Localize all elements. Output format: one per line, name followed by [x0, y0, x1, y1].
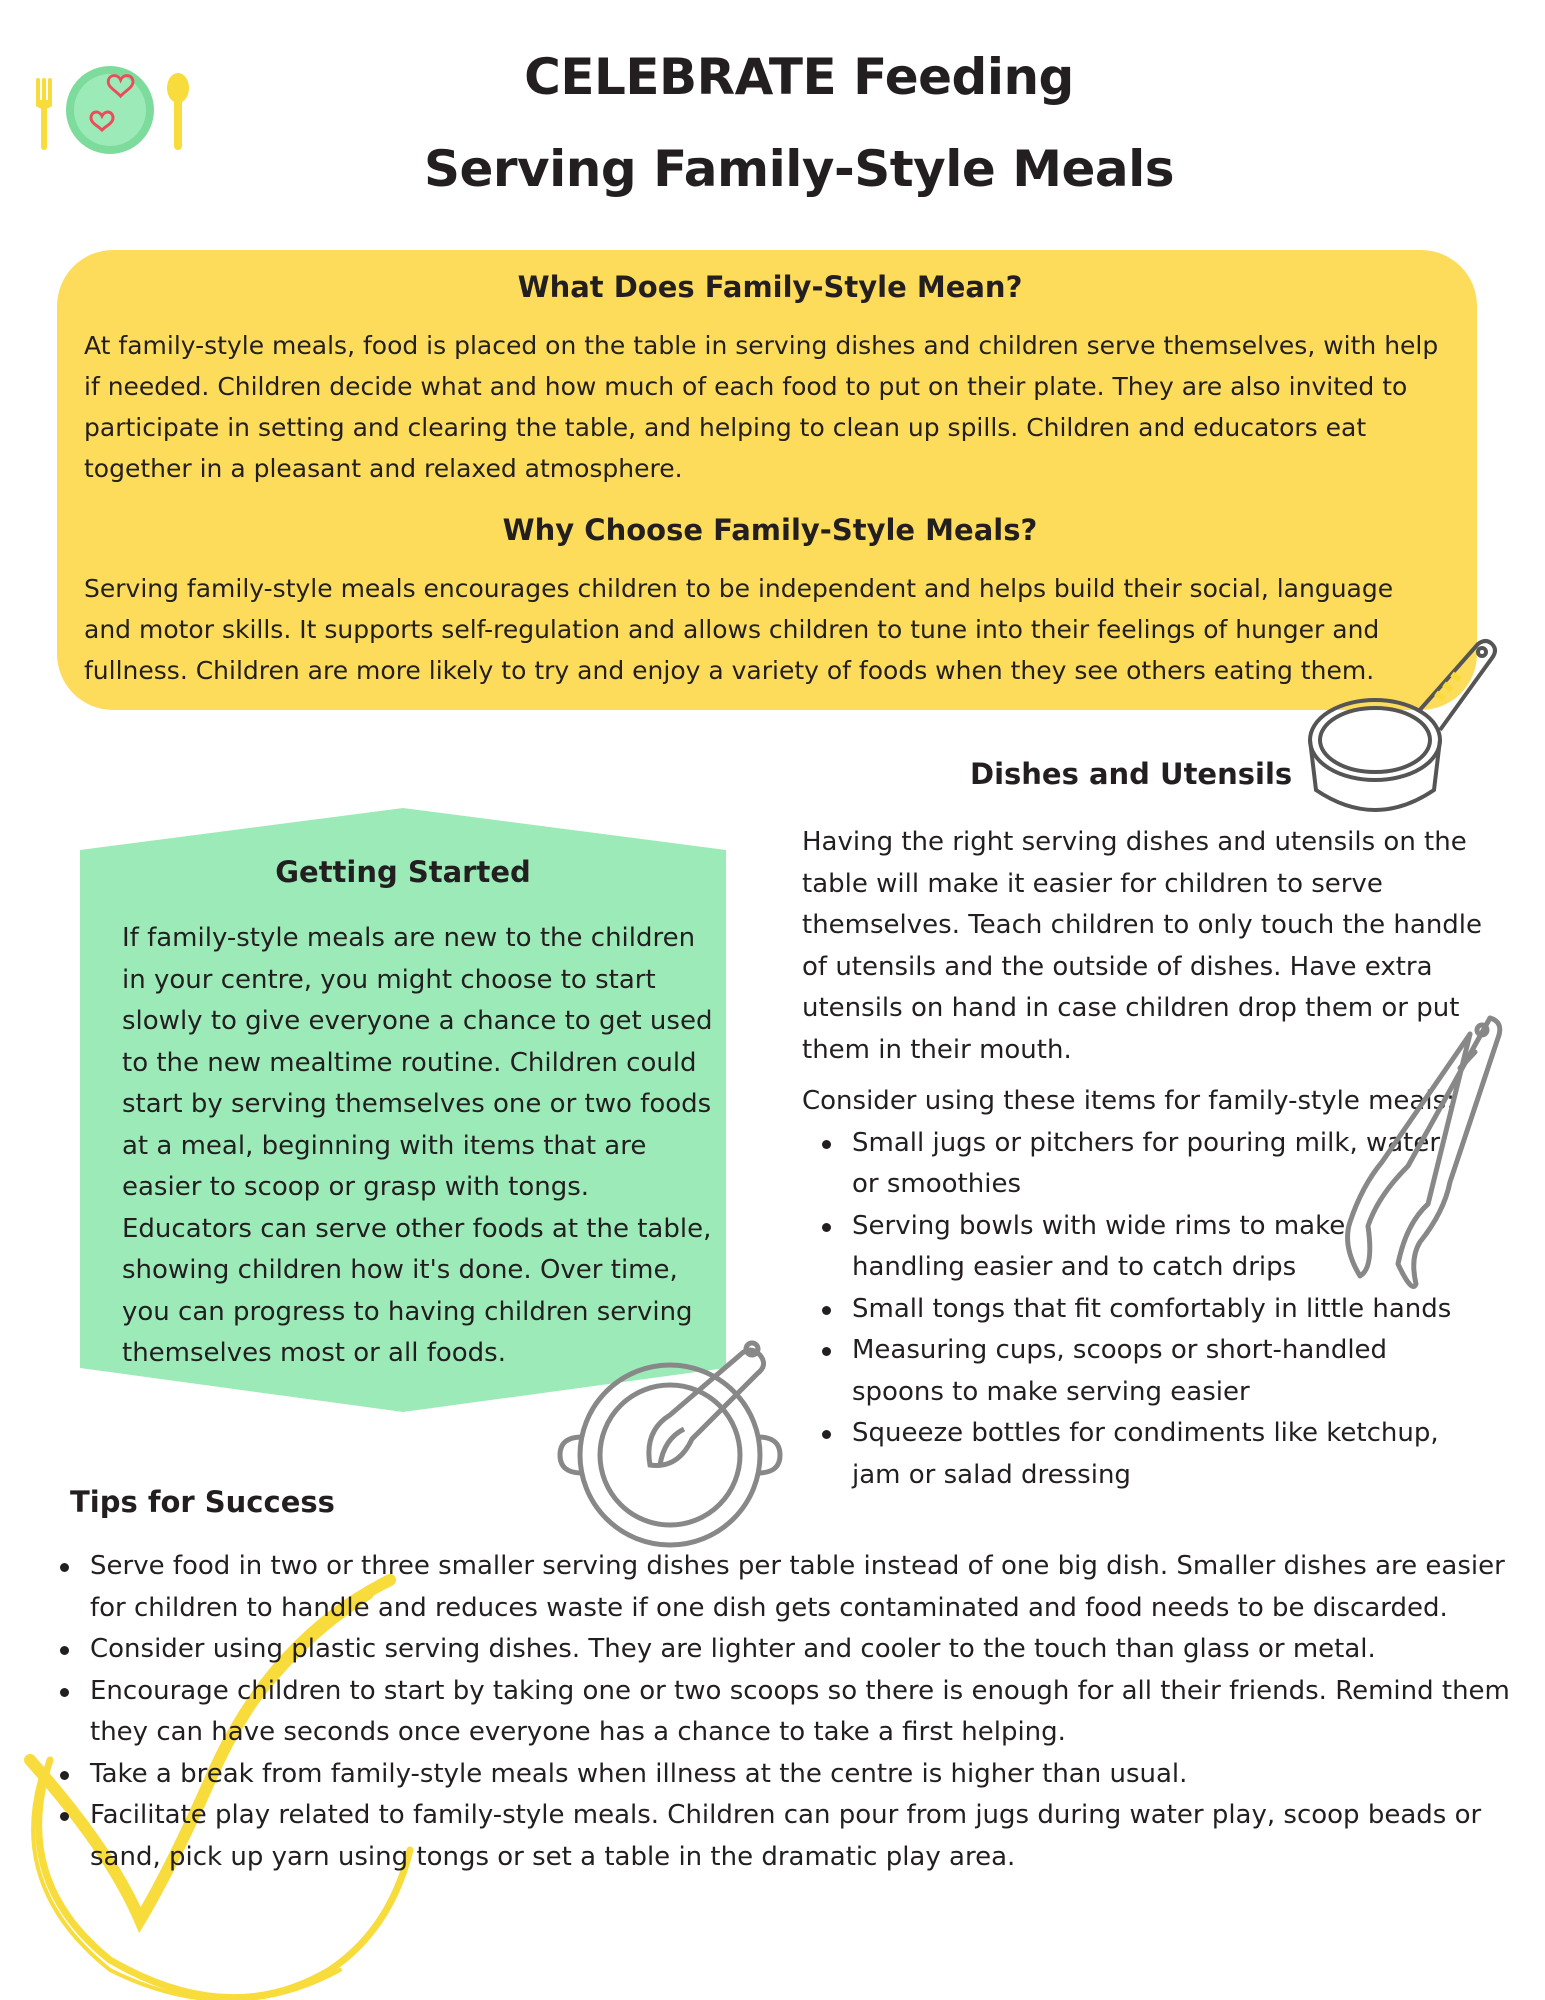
- bowl-spoon-icon: [540, 1325, 820, 1555]
- what-line: participate in setting and clearing the table, and helping to clean up spills. Children and educators eat: [84, 413, 1367, 442]
- dishes-line: table will make it easier for children to serve: [802, 868, 1383, 899]
- why-body: [84, 568, 1484, 691]
- gs-line: start by serving themselves one or two foods: [122, 1089, 712, 1119]
- dishes-line: themselves. Teach children to only touch the handle: [802, 910, 1483, 940]
- list-item: Serve food in two or three smaller serving dishes per table instead of one big dish. Smaller dishes are easier for children to handle and reduces waste if one dish gets contaminated and food needs to be discarded.: [58, 1546, 1528, 1629]
- what-line: At family-style meals, food is placed on the table in serving dishes and children serve themselves, with help: [84, 331, 1439, 360]
- list-item: Consider using plastic serving dishes. They are lighter and cooler to the touch than glass or metal.: [58, 1629, 1528, 1671]
- why-line: fullness. Children are more likely to try and enjoy a variety of foods when they see others eating them.: [84, 656, 1375, 685]
- list-item: Take a break from family-style meals when illness at the centre is higher than usual.: [58, 1754, 1528, 1796]
- tips-list: [58, 1546, 1528, 1878]
- page-title: CELEBRATE Feeding: [524, 48, 1074, 106]
- list-item: Measuring cups, scoops or short-handled spoons to make serving easier: [802, 1330, 1502, 1413]
- list-item: Serving bowls with wide rims to make handling easier and to catch drips: [802, 1206, 1502, 1289]
- dishes-line: them in their mouth.: [802, 1034, 1072, 1065]
- gs-line: to the new mealtime routine. Children could: [122, 1047, 697, 1078]
- getting-started-body: [122, 918, 742, 1375]
- dishes-line: of utensils and the outside of dishes. Have extra: [802, 951, 1433, 982]
- why-line: Serving family-style meals encourages children to be independent and helps build their social, language: [84, 574, 1394, 603]
- list-item: Small jugs or pitchers for pouring milk, water or smoothies: [802, 1123, 1502, 1206]
- why-line: and motor skills. It supports self-regulation and allows children to tune into their feelings of hunger and: [84, 615, 1380, 644]
- what-heading: What Does Family-Style Mean?: [517, 270, 1023, 304]
- gs-line: showing children how it's done. Over time,: [122, 1255, 678, 1285]
- list-item: Encourage children to start by taking one or two scoops so there is enough for all their friends. Remind them they can have seconds once everyone has a chance to take a first helping.: [58, 1671, 1528, 1754]
- what-line: if needed. Children decide what and how much of each food to put on their plate. They are also invited to: [84, 372, 1408, 401]
- gs-line: you can progress to having children serving: [122, 1296, 693, 1327]
- getting-started-heading: Getting Started: [275, 855, 531, 889]
- gs-line: in your centre, you might choose to start: [122, 964, 656, 995]
- gs-line: Educators can serve other foods at the table,: [122, 1213, 712, 1244]
- gs-line: easier to scoop or grasp with tongs.: [122, 1172, 590, 1202]
- dishes-consider: Consider using these items for family-style meals:: [802, 1086, 1455, 1116]
- dishes-heading: Dishes and Utensils: [970, 757, 1293, 791]
- list-item: Facilitate play related to family-style meals. Children can pour from jugs during water play, scoop beads or sand, pick up yarn using tongs or set a table in the dramatic play area.: [58, 1795, 1528, 1878]
- tips-body: [58, 1546, 1528, 1878]
- page-subtitle: Serving Family-Style Meals: [423, 140, 1175, 198]
- gs-line: themselves most or all foods.: [122, 1338, 506, 1368]
- gs-line: If family-style meals are new to the children: [122, 923, 696, 953]
- tongs-icon: [1330, 1012, 1520, 1302]
- gs-line: at a meal, beginning with items that are: [122, 1130, 647, 1161]
- list-item: Small tongs that fit comfortably in little hands: [802, 1289, 1502, 1331]
- why-heading: Why Choose Family-Style Meals?: [502, 513, 1038, 547]
- gs-line: slowly to give everyone a chance to get used: [122, 1006, 713, 1036]
- dishes-line: Having the right serving dishes and utensils on the: [802, 827, 1467, 857]
- what-body: [84, 325, 1484, 489]
- tips-heading: Tips for Success: [70, 1485, 335, 1519]
- measuring-cup-icon: [1300, 630, 1510, 830]
- what-line: together in a pleasant and relaxed atmosphere.: [84, 454, 683, 483]
- list-item: Squeeze bottles for condiments like ketchup, jam or salad dressing: [802, 1413, 1502, 1496]
- dishes-line: utensils on hand in case children drop them or put: [802, 993, 1460, 1023]
